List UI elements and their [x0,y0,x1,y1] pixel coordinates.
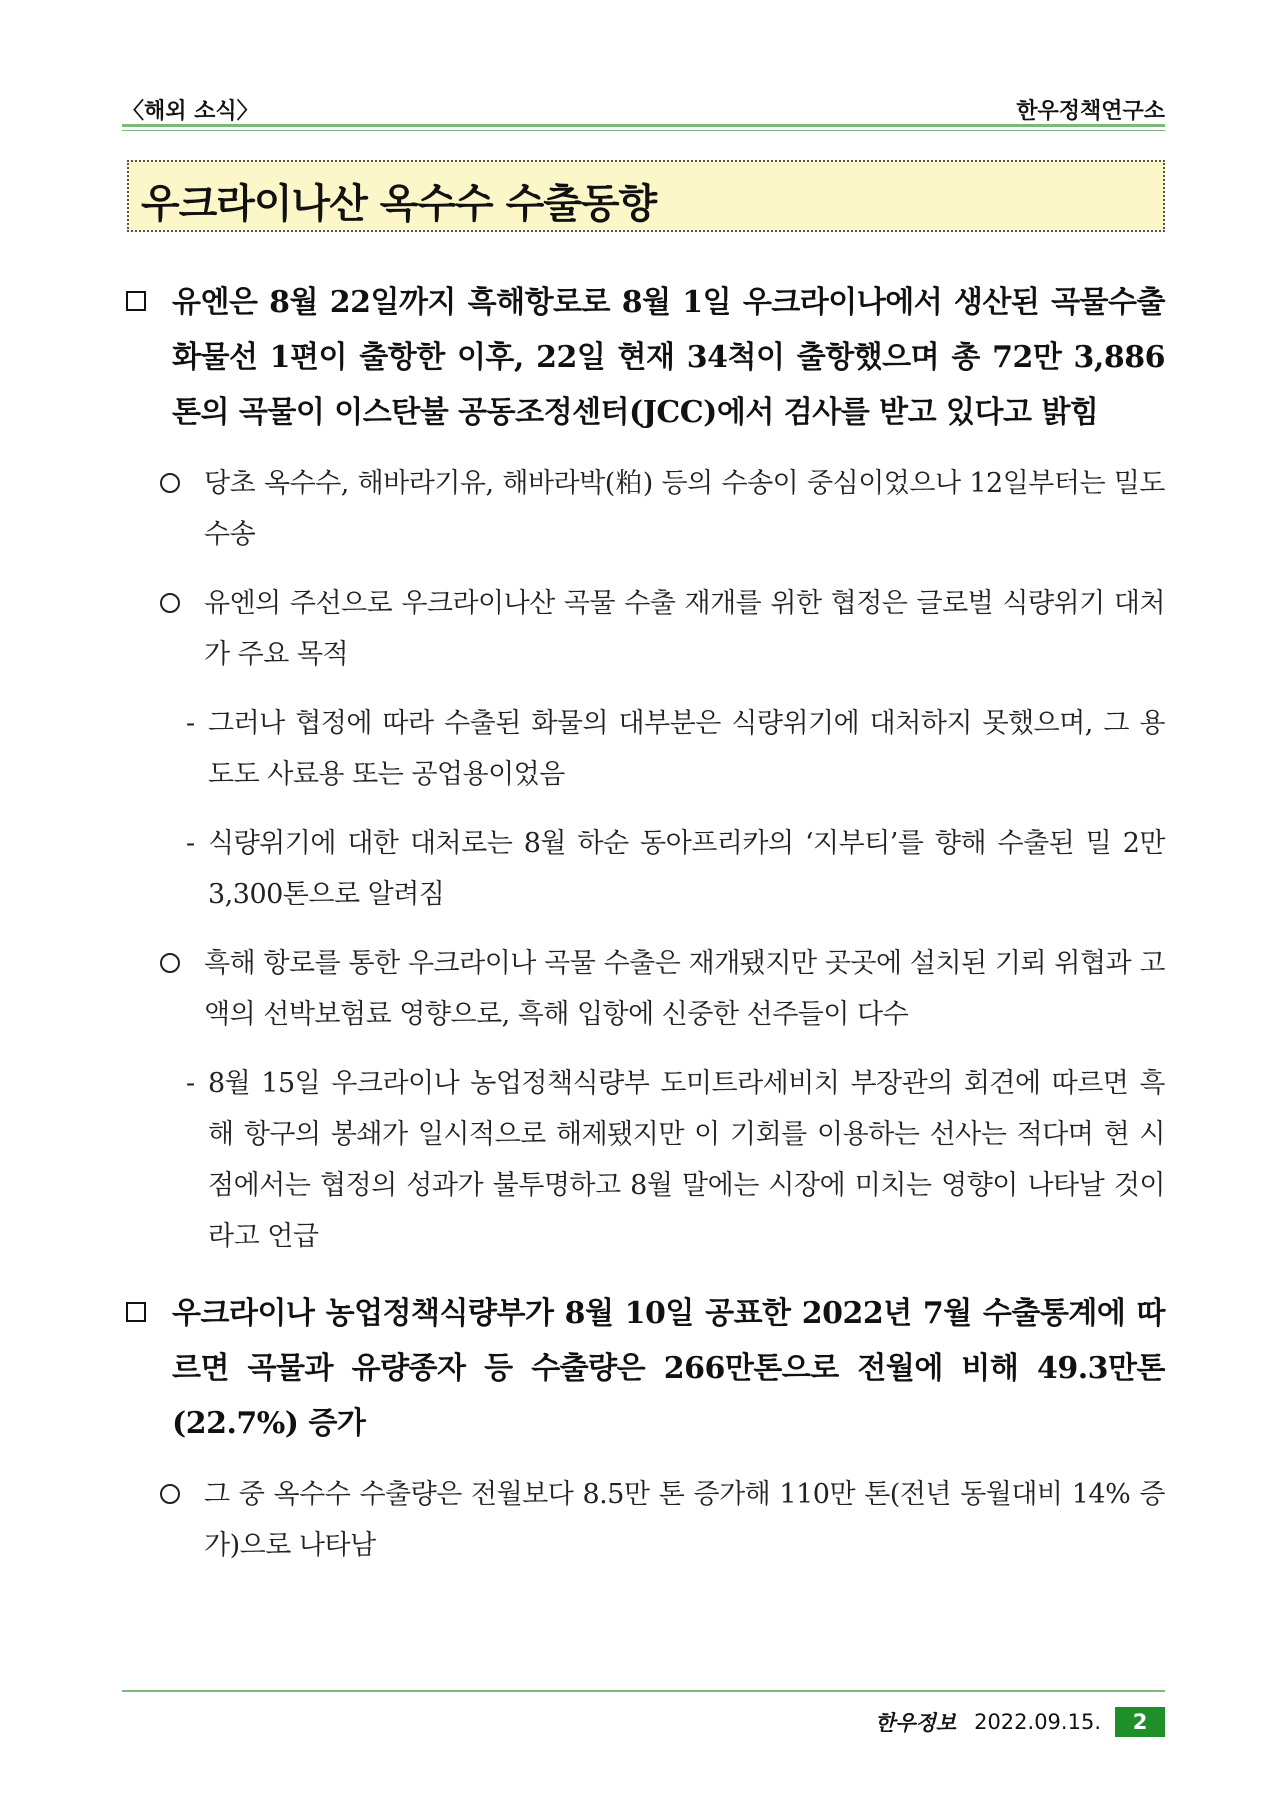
page-footer [875,1706,1165,1738]
publication-name: 한우정보 [874,1711,957,1735]
detail-point [122,818,1165,920]
page-header [122,88,1165,128]
main-point-text: 유엔은 8월 22일까지 흑해항로로 8월 1일 우크라이나에서 생산된 곡물수출 화물선 1편이 출항한 이후, 22일 현재 34척이 출항했으며 총 72만 3,886톤의 곡물이 이스탄불 공동조정센터(JCC)에서 검사를 받고 있다고 밝힘 [172,285,1165,430]
circle-bullet-icon [160,953,180,973]
detail-point-text: 그러나 협정에 따라 수출된 화물의 대부분은 식량위기에 대처하지 못했으며, 그 용도도 사료용 또는 공업용이었음 [208,708,1165,790]
sub-point-text: 당초 옥수수, 해바라기유, 해바라박(粕) 등의 수송이 중심이었으나 12일부터는 밀도 수송 [204,468,1165,550]
title-box [127,160,1165,232]
detail-point-text: 식량위기에 대한 대처로는 8월 하순 동아프리카의 ‘지부티’를 향해 수출된 밀 2만 3,300톤으로 알려짐 [208,828,1165,910]
dash-bullet: - [186,708,195,739]
detail-point-text: 8월 15일 우크라이나 농업정책식량부 도미트라세비치 부장관의 회견에 따르면 흑해 항구의 봉쇄가 일시적으로 해제됐지만 이 기회를 이용하는 선사는 적다며 현 시점에서는 협정의 성과가 불투명하고 8월 말에는 시장에 미치는 영향이 나타날 것이라고 언급 [208,1068,1165,1252]
header-rule-thin [122,130,1165,131]
header-rule [122,124,1165,127]
sub-point [122,458,1165,560]
circle-bullet-icon [160,1484,180,1504]
sub-point-text: 흑해 항로를 통한 우크라이나 곡물 수출은 재개됐지만 곳곳에 설치된 기뢰 위협과 고액의 선박보험료 영향으로, 흑해 입항에 신중한 선주들이 다수 [204,948,1165,1030]
page-title: 우크라이나산 옥수수 수출동향 [141,181,657,227]
sub-point [122,938,1165,1040]
page-number: 2 [1115,1707,1165,1737]
publication-date: 2022.09.15. [974,1710,1101,1734]
sub-point [122,578,1165,680]
square-bullet-icon [126,1302,146,1322]
detail-point [122,1058,1165,1262]
section-label: 〈해외 소식〉 [122,99,259,124]
organization-name: 한우정책연구소 [1016,99,1165,124]
sub-point-text: 그 중 옥수수 수출량은 전월보다 8.5만 톤 증가해 110만 톤(전년 동월대비 14% 증가)으로 나타남 [204,1479,1165,1561]
dash-bullet: - [186,1068,195,1099]
sub-point [122,1469,1165,1571]
detail-point [122,698,1165,800]
main-point-2 [122,1286,1165,1451]
main-point-text: 우크라이나 농업정책식량부가 8월 10일 공표한 2022년 7월 수출통계에 따르면 곡물과 유량종자 등 수출량은 266만톤으로 전월에 비해 49.3만톤(22.7%) 증가 [172,1296,1165,1441]
square-bullet-icon [126,291,146,311]
circle-bullet-icon [160,593,180,613]
main-point-1 [122,275,1165,440]
dash-bullet: - [186,828,195,859]
sub-point-text: 유엔의 주선으로 우크라이나산 곡물 수출 재개를 위한 협정은 글로벌 식량위기 대처가 주요 목적 [204,588,1165,670]
circle-bullet-icon [160,473,180,493]
footer-rule [122,1690,1165,1692]
article-body [122,275,1165,1571]
